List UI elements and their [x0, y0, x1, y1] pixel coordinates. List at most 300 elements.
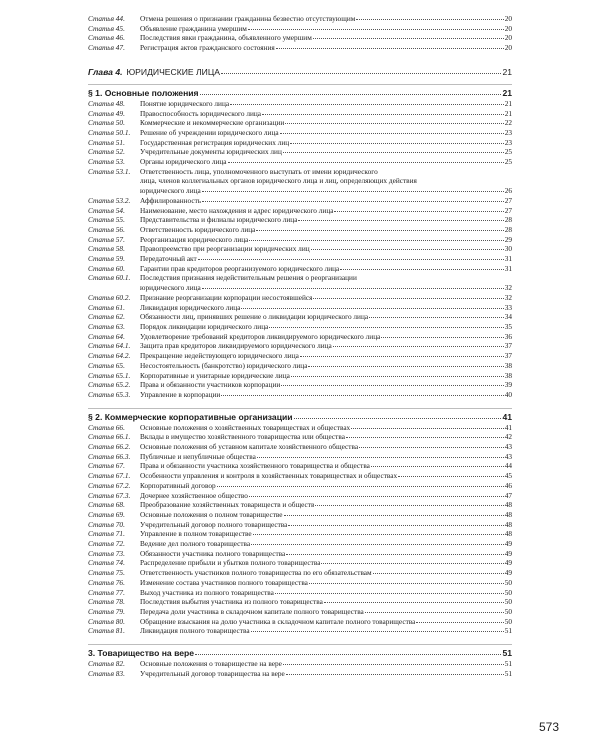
article-title: Права и обязанности участников корпорации	[140, 380, 281, 390]
page-ref: 26	[504, 186, 512, 196]
article-label: Статья 57.	[88, 234, 125, 244]
article-label: Статья 81.	[88, 626, 125, 636]
article-title: Изменение состава участников полного товарищества	[140, 577, 308, 587]
article-label: Статья 60.1.	[88, 273, 131, 283]
article-label: Статья 51.	[88, 137, 125, 147]
toc-entry[interactable]	[88, 196, 512, 206]
page-ref: 31	[504, 254, 512, 264]
article-label: Статья 60.2.	[88, 292, 131, 302]
article-label: Статья 65.1.	[88, 370, 131, 380]
leader-dots	[398, 475, 504, 477]
toc-entry[interactable]	[88, 578, 512, 588]
article-label: Статья 53.2.	[88, 195, 131, 205]
toc-entry[interactable]	[88, 617, 512, 627]
section-title: 3. Товарищество на вере	[88, 648, 195, 659]
article-title: Защита прав кредиторов ликвидируемого юридического лица	[140, 341, 332, 351]
table-of-contents	[88, 14, 512, 678]
leader-dots	[321, 562, 503, 564]
page-ref: 32	[504, 283, 512, 293]
page-ref: 27	[504, 205, 512, 215]
article-title: Основные положения о хозяйственных товариществах и обществах	[140, 422, 351, 432]
article-title: Дочернее хозяйственное общество	[140, 490, 248, 500]
page-ref: 45	[504, 471, 512, 481]
toc-entry[interactable]	[88, 432, 512, 442]
toc-entry[interactable]	[88, 235, 512, 245]
entry-line	[88, 283, 512, 293]
page-ref: 31	[504, 263, 512, 273]
page-ref: 41	[502, 411, 512, 422]
article-label: Статья 49.	[88, 108, 125, 118]
page-ref: 30	[504, 244, 512, 254]
article-title: Вклады в имущество хозяйственного товарищества или общества	[140, 432, 345, 442]
toc-entry[interactable]	[88, 147, 512, 157]
page-ref: 48	[504, 500, 512, 510]
leader-dots	[241, 307, 503, 309]
page-ref: 51	[504, 626, 512, 636]
toc-entry[interactable]	[88, 157, 512, 167]
article-label: Статья 59.	[88, 254, 125, 264]
page-ref: 38	[504, 370, 512, 380]
section-heading[interactable]	[88, 644, 512, 659]
article-title: Прекращение недействующего юридического лица	[140, 351, 299, 361]
leader-dots	[324, 601, 504, 603]
page-ref: 49	[504, 558, 512, 568]
toc-entry[interactable]	[88, 461, 512, 471]
toc-entry[interactable]	[88, 43, 512, 53]
page-ref: 51	[504, 668, 512, 678]
toc-entry[interactable]	[88, 118, 512, 128]
article-title: Отмена решения о признании гражданина безвестно отсутствующим	[140, 14, 356, 23]
leader-dots	[288, 524, 503, 526]
toc-entry[interactable]	[88, 481, 512, 491]
article-title: Ответственность лица, уполномоченного выступать от имени юридического	[140, 166, 378, 176]
article-label: Статья 52.	[88, 147, 125, 157]
leader-dots	[373, 572, 504, 574]
article-title: Учредительные документы юридических лиц	[140, 147, 282, 157]
article-label: Статья 83.	[88, 668, 125, 678]
toc-entry[interactable]	[88, 549, 512, 559]
leader-dots	[308, 365, 503, 367]
article-label: Статья 65.2.	[88, 380, 131, 390]
chapter-heading[interactable]	[88, 67, 512, 78]
page-ref: 32	[504, 292, 512, 302]
page-ref: 39	[504, 380, 512, 390]
leader-dots	[248, 28, 504, 30]
leader-dots	[309, 582, 504, 584]
article-label: Статья 74.	[88, 558, 125, 568]
section2-entries	[88, 423, 512, 636]
toc-entry[interactable]	[88, 510, 512, 520]
article-title: Обращение взыскания на долю участника в складочном капитале полного товарищества	[140, 616, 416, 626]
article-title: Последствия выбытия участника из полного товарищества	[140, 597, 323, 607]
toc-entry-multiline[interactable]	[88, 167, 512, 196]
article-label: Статья 64.2.	[88, 351, 131, 361]
article-label: Статья 72.	[88, 539, 125, 549]
page-ref: 48	[504, 529, 512, 539]
toc-entry[interactable]	[88, 128, 512, 138]
leader-dots	[276, 47, 504, 49]
article-title: Удовлетворение требований кредиторов ликвидируемого юридического лица	[140, 331, 381, 341]
toc-entry[interactable]	[88, 442, 512, 452]
leader-dots	[313, 297, 503, 299]
toc-entry[interactable]	[88, 264, 512, 274]
article-label: Статья 58.	[88, 244, 125, 254]
page-ref: 41	[504, 422, 512, 432]
article-label: Статья 63.	[88, 321, 125, 331]
toc-entry[interactable]	[88, 520, 512, 530]
page-ref: 43	[504, 451, 512, 461]
article-title: Наименование, место нахождения и адрес юридического лица	[140, 205, 334, 215]
article-title-end: юридического лица	[140, 283, 201, 293]
leader-dots	[334, 210, 503, 212]
toc-entry[interactable]	[88, 138, 512, 148]
page-ref: 49	[504, 548, 512, 558]
article-title: Органы юридического лица	[140, 157, 227, 167]
leader-dots	[333, 345, 504, 347]
article-title: Преобразование хозяйственных товариществ и обществ	[140, 500, 315, 510]
article-label: Статья 47.	[88, 43, 125, 53]
leader-dots	[195, 653, 501, 655]
section-title: § 1. Основные положения	[88, 87, 199, 98]
leader-dots	[285, 122, 503, 124]
leader-dots	[311, 248, 504, 250]
page-ref: 43	[504, 442, 512, 452]
page-ref: 50	[504, 616, 512, 626]
toc-entry[interactable]	[88, 206, 512, 216]
chapter-label: Глава 4.	[88, 66, 123, 77]
page-ref: 29	[504, 234, 512, 244]
page-ref: 35	[504, 321, 512, 331]
article-title: Понятие юридического лица	[140, 98, 230, 108]
article-label: Статья 60.	[88, 263, 125, 273]
article-label: Статья 62.	[88, 312, 125, 322]
toc-entry-multiline[interactable]	[88, 273, 512, 292]
page-ref: 20	[504, 23, 512, 33]
leader-dots	[351, 427, 503, 429]
chapter-title: ЮРИДИЧЕСКИЕ ЛИЦА	[126, 66, 220, 77]
article-title: Управление в корпорации	[140, 389, 221, 399]
leader-dots	[298, 219, 503, 221]
page-ref: 49	[504, 568, 512, 578]
toc-entry[interactable]	[88, 341, 512, 351]
article-label: Статья 67.3.	[88, 490, 131, 500]
article-title: Объявление гражданина умершим	[140, 23, 247, 33]
entry-line: лица, членов коллегиальных органов юридического лица и лиц, определяющих действия	[140, 176, 417, 186]
article-label: Статья 53.	[88, 157, 125, 167]
article-label: Статья 50.1.	[88, 127, 131, 137]
leader-dots	[202, 287, 504, 289]
leader-dots	[257, 456, 504, 458]
page-ref: 23	[504, 127, 512, 137]
section-heading[interactable]	[88, 408, 512, 423]
article-title: Публичные и непубличные общества	[140, 451, 256, 461]
leader-dots	[313, 37, 504, 39]
section-title: § 2. Коммерческие корпоративные организации	[88, 411, 293, 422]
article-label: Статья 71.	[88, 529, 125, 539]
toc-entry[interactable]	[88, 254, 512, 264]
article-title: Аффилированность	[140, 195, 202, 205]
leader-dots	[230, 103, 504, 105]
leader-dots	[294, 417, 502, 419]
article-title: Признание реорганизации корпорации несостоявшейся	[140, 292, 313, 302]
article-title: Распределение прибыли и убытков полного товарищества	[140, 558, 321, 568]
page-ref: 21	[502, 87, 512, 98]
page-ref: 48	[504, 519, 512, 529]
page-ref: 49	[504, 539, 512, 549]
toc-entry[interactable]	[88, 471, 512, 481]
leader-dots	[251, 630, 504, 632]
page-ref: 23	[504, 137, 512, 147]
article-label: Статья 66.1.	[88, 432, 131, 442]
toc-entry[interactable]	[88, 24, 512, 34]
toc-entry[interactable]	[88, 588, 512, 598]
leader-dots	[281, 384, 503, 386]
toc-entry[interactable]	[88, 225, 512, 235]
page-ref: 20	[504, 43, 512, 53]
page-ref: 37	[504, 351, 512, 361]
article-title: Учредительный договор полного товарищества	[140, 519, 288, 529]
leader-dots	[286, 553, 503, 555]
toc-entry[interactable]	[88, 332, 512, 342]
leader-dots	[253, 533, 504, 535]
page-ref: 50	[504, 587, 512, 597]
toc-entry[interactable]	[88, 380, 512, 390]
page-ref: 51	[504, 659, 512, 669]
article-title: Государственная регистрация юридических лиц	[140, 137, 290, 147]
leader-dots	[202, 200, 504, 202]
leader-dots	[251, 543, 504, 545]
page-ref: 38	[504, 360, 512, 370]
toc-entry[interactable]	[88, 371, 512, 381]
page-ref: 25	[504, 147, 512, 157]
article-title: Регистрация актов гражданского состояния	[140, 43, 275, 53]
toc-entry[interactable]	[88, 597, 512, 607]
article-label: Статья 45.	[88, 23, 125, 33]
article-title: Учредительный договор товарищества на вере	[140, 668, 285, 678]
top-entries	[88, 14, 512, 53]
leader-dots	[249, 495, 504, 497]
leader-dots	[200, 93, 502, 95]
article-label: Статья 48.	[88, 98, 125, 108]
article-label: Статья 65.	[88, 360, 125, 370]
article-title: Корпоративный договор	[140, 480, 216, 490]
toc-entry[interactable]	[88, 500, 512, 510]
toc-entry[interactable]	[88, 491, 512, 501]
article-label: Статья 53.1.	[88, 166, 131, 176]
article-label: Статья 66.2.	[88, 442, 131, 452]
leader-dots	[381, 336, 503, 338]
entry-line	[88, 273, 512, 283]
article-title: Ведение дел полного товарищества	[140, 539, 251, 549]
page-ref: 21	[504, 108, 512, 118]
leader-dots	[275, 592, 504, 594]
page-ref: 22	[504, 118, 512, 128]
article-label: Статья 75.	[88, 568, 125, 578]
article-title: Ответственность участников полного товарищества по его обязательствам	[140, 568, 372, 578]
article-title: Несостоятельность (банкротство) юридического лица	[140, 360, 308, 370]
toc-entry[interactable]	[88, 626, 512, 636]
article-title: Ликвидация юридического лица	[140, 302, 241, 312]
leader-dots	[371, 465, 504, 467]
toc-entry[interactable]	[88, 361, 512, 371]
article-title: Правоспособность юридического лица	[140, 108, 262, 118]
article-title: Передача доли участника в складочном капитале полного товарищества	[140, 606, 364, 616]
leader-dots	[346, 436, 504, 438]
article-title: Обязанности участника полного товарищества	[140, 548, 286, 558]
article-label: Статья 77.	[88, 587, 125, 597]
article-label: Статья 54.	[88, 205, 125, 215]
article-title: Основные положения о товариществе на вере	[140, 659, 282, 669]
toc-entry[interactable]	[88, 99, 512, 109]
toc-entry[interactable]	[88, 312, 512, 322]
article-title: Передаточный акт	[140, 254, 197, 264]
toc-entry[interactable]	[88, 109, 512, 119]
leader-dots	[217, 485, 504, 487]
article-title: Корпоративные и унитарные юридические лица	[140, 370, 290, 380]
toc-entry[interactable]	[88, 659, 512, 669]
article-label: Статья 76.	[88, 577, 125, 587]
article-title: Основные положения о полном товариществе	[140, 509, 283, 519]
page-ref: 25	[504, 157, 512, 167]
page-ref: 40	[504, 389, 512, 399]
article-title: Гарантии прав кредиторов реорганизуемого юридического лица	[140, 263, 340, 273]
toc-entry[interactable]	[88, 215, 512, 225]
article-title: Основные положения об уставном капитале хозяйственного общества	[140, 442, 359, 452]
toc-entry[interactable]	[88, 303, 512, 313]
leader-dots	[283, 151, 504, 153]
page-ref: 28	[504, 215, 512, 225]
page-ref: 44	[504, 461, 512, 471]
article-label: Статья 69.	[88, 509, 125, 519]
leader-dots	[280, 132, 504, 134]
article-title: Порядок ликвидации юридического лица	[140, 321, 269, 331]
leader-dots	[315, 504, 503, 506]
article-label: Статья 64.1.	[88, 341, 131, 351]
leader-dots	[228, 161, 504, 163]
article-label: Статья 68.	[88, 500, 125, 510]
article-title: Коммерческие и некоммерческие организации	[140, 118, 285, 128]
article-title: Реорганизация юридического лица	[140, 234, 249, 244]
article-label: Статья 79.	[88, 606, 125, 616]
leader-dots	[269, 326, 503, 328]
page-ref: 20	[504, 33, 512, 43]
article-title: Выход участника из полного товарищества	[140, 587, 274, 597]
leader-dots	[221, 394, 503, 396]
toc-entry[interactable]	[88, 293, 512, 303]
article-label: Статья 46.	[88, 33, 125, 43]
toc-entry[interactable]	[88, 669, 512, 679]
article-label: Статья 64.	[88, 331, 125, 341]
page-ref: 47	[504, 490, 512, 500]
entry-line	[88, 167, 512, 177]
toc-entry[interactable]	[88, 322, 512, 332]
page-ref: 21	[504, 98, 512, 108]
article-title-end: юридического лица	[140, 186, 201, 196]
page-ref: 37	[504, 341, 512, 351]
article-label: Статья 61.	[88, 302, 125, 312]
article-title: Правопреемство при реорганизации юридических лиц	[140, 244, 310, 254]
article-title: Решение об учреждении юридического лица	[140, 127, 279, 137]
leader-dots	[291, 375, 504, 377]
toc-entry[interactable]	[88, 14, 512, 24]
leader-dots	[356, 18, 503, 20]
article-label: Статья 80.	[88, 616, 125, 626]
section3-entries	[88, 659, 512, 678]
toc-entry[interactable]	[88, 529, 512, 539]
toc-entry[interactable]	[88, 390, 512, 400]
leader-dots	[284, 514, 504, 516]
leader-dots	[340, 268, 503, 270]
article-label: Статья 73.	[88, 548, 125, 558]
toc-entry[interactable]	[88, 568, 512, 578]
article-label: Статья 66.3.	[88, 451, 131, 461]
page-ref: 50	[504, 577, 512, 587]
page-number: 573	[539, 720, 560, 734]
article-label: Статья 67.	[88, 461, 125, 471]
article-label: Статья 56.	[88, 224, 125, 234]
leader-dots	[300, 355, 504, 357]
leader-dots	[416, 621, 503, 623]
page-ref: 27	[504, 195, 512, 205]
entry-line	[88, 186, 512, 196]
article-label: Статья 55.	[88, 215, 125, 225]
article-label: Статья 67.1.	[88, 471, 131, 481]
leader-dots	[198, 258, 504, 260]
page-ref: 21	[502, 66, 512, 77]
article-title: Ликвидация полного товарищества	[140, 626, 250, 636]
toc-entry[interactable]	[88, 452, 512, 462]
article-title: Особенности управления и контроля в хозяйственных товариществах и обществах	[140, 471, 398, 481]
page-ref: 33	[504, 302, 512, 312]
article-title: Последствия признания недействительным решения о реорганизации	[140, 273, 357, 283]
page-ref: 36	[504, 331, 512, 341]
leader-dots	[365, 611, 504, 613]
toc-entry[interactable]	[88, 33, 512, 43]
article-title: Управление в полном товариществе	[140, 529, 252, 539]
toc-entry[interactable]	[88, 423, 512, 433]
leader-dots	[369, 316, 504, 318]
article-label: Статья 67.2.	[88, 480, 131, 490]
article-title: Обязанности лиц, принявших решение о ликвидации юридического лица	[140, 312, 369, 322]
article-label: Статья 66.	[88, 422, 125, 432]
article-title: Представительства и филиалы юридического лица	[140, 215, 298, 225]
page-ref: 50	[504, 597, 512, 607]
article-label: Статья 44.	[88, 14, 125, 23]
leader-dots	[221, 72, 501, 74]
leader-dots	[286, 673, 504, 675]
leader-dots	[262, 113, 504, 115]
toc-entry[interactable]	[88, 244, 512, 254]
section1-entries	[88, 99, 512, 400]
article-title: Ответственность юридического лица	[140, 224, 256, 234]
leader-dots	[256, 229, 503, 231]
toc-entry[interactable]	[88, 539, 512, 549]
page-ref: 50	[504, 606, 512, 616]
leader-dots	[202, 190, 504, 192]
page-ref: 48	[504, 509, 512, 519]
toc-entry[interactable]	[88, 558, 512, 568]
page-ref: 51	[502, 648, 512, 659]
article-label: Статья 65.3.	[88, 389, 131, 399]
page-ref: 46	[504, 480, 512, 490]
article-label: Статья 82.	[88, 659, 125, 669]
article-title: Последствия явки гражданина, объявленного умершим	[140, 33, 312, 43]
toc-entry[interactable]	[88, 351, 512, 361]
article-label: Статья 70.	[88, 519, 125, 529]
section-heading[interactable]	[88, 84, 512, 99]
toc-entry[interactable]	[88, 607, 512, 617]
article-label: Статья 50.	[88, 118, 125, 128]
